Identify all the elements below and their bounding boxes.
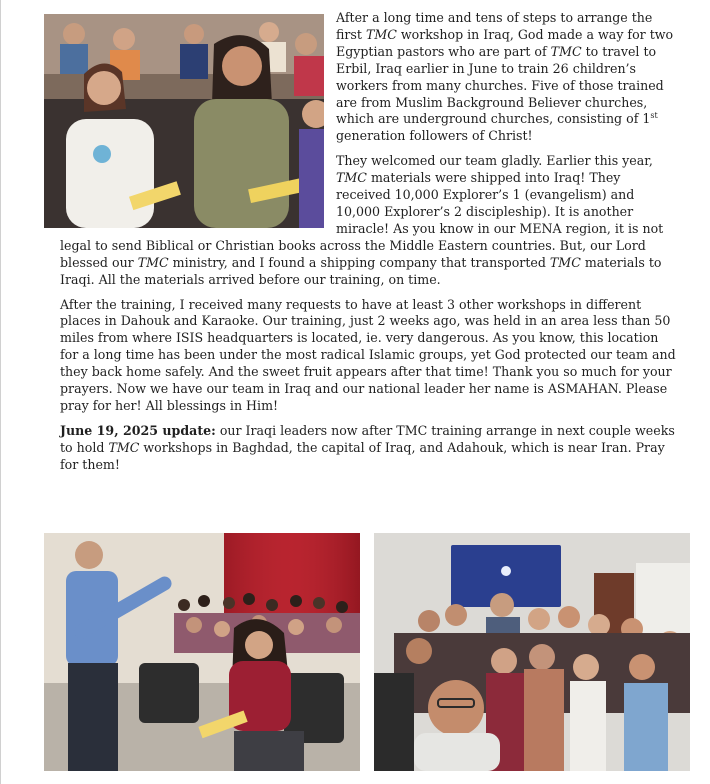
update-date-label: June 19, 2025 update: — [60, 422, 216, 438]
photo-women-training-illustration — [44, 14, 324, 228]
paragraph-3: After the training, I received many requests to have at least 3 other workshops in different places in Dahouk and Karaoke. Our training, just 2 weeks ago, was held in an area less than 50 miles from where ISIS headquarters is located, ie. very dangerous. As you know, this location for a long time has been under the most radical Islamic groups, yet God protected our team and they back home safely. And the sweet fruit appears after that time! Thank you so much for your prayers. Now we have our team in Iraq and our national leader her name is ASMAHAN. Please pray for her! All blessings in Him! — [60, 296, 676, 413]
p1-tmc-2: TMC — [550, 43, 582, 59]
article-body — [60, 10, 678, 482]
photo-group-selfie — [374, 533, 690, 771]
p2-text-4: materials to Iraqi. All the materials arrived before our training, on time. — [60, 254, 662, 287]
paragraph-4 — [60, 423, 678, 474]
p2-text-1: They welcomed our team gladly. Earlier this year, — [336, 153, 653, 169]
p2-tmc-3: TMC — [549, 254, 581, 270]
p4-text-2: workshops in Baghdad, the capital of Iraq, and Adahouk, which is near Iran. Pray for them! — [60, 439, 665, 472]
p4-text-1: our Iraqi leaders now after TMC training arrange in next couple weeks to hold — [60, 422, 675, 455]
photo-speaker-audience — [44, 533, 360, 771]
p1-tmc-1: TMC — [365, 26, 397, 42]
p2-tmc-1: TMC — [336, 170, 367, 186]
p1-text-4: generation followers of Christ! — [336, 128, 533, 144]
p1-text-1: After a long time and tens of steps to arrange the first — [336, 10, 653, 42]
photo-group-selfie-illustration — [374, 533, 690, 771]
p4-tmc-1: TMC — [108, 439, 140, 455]
p1-text-2: workshop in Iraq, God made a way for two Egyptian pastors who are part of — [336, 26, 674, 59]
photo-women-training — [44, 14, 324, 228]
p2-text-2: materials were shipped into Iraq! They received 10,000 Explorer’s 1 (evangelism) and 10,000 Explorer’s 2 discipleship). It is another miracle! As you know in our MENA region, it is not legal to send Biblical or Christian books across the Middle Eastern countries. But, our Lord blessed our — [60, 170, 664, 270]
p1-text-3: to travel to Erbil, Iraq earlier in June to train 26 children’s workers from many churches. Five of those trained are from Muslim Background Believer churches, which are underground churches, consisting of 1 — [336, 43, 664, 127]
p1-superscript: st — [650, 111, 658, 121]
page-left-border — [0, 0, 1, 784]
photo-speaker-audience-illustration — [44, 533, 360, 771]
p2-text-3: ministry, and I found a shipping company that transported — [168, 254, 550, 270]
p2-tmc-2: TMC — [137, 254, 169, 270]
